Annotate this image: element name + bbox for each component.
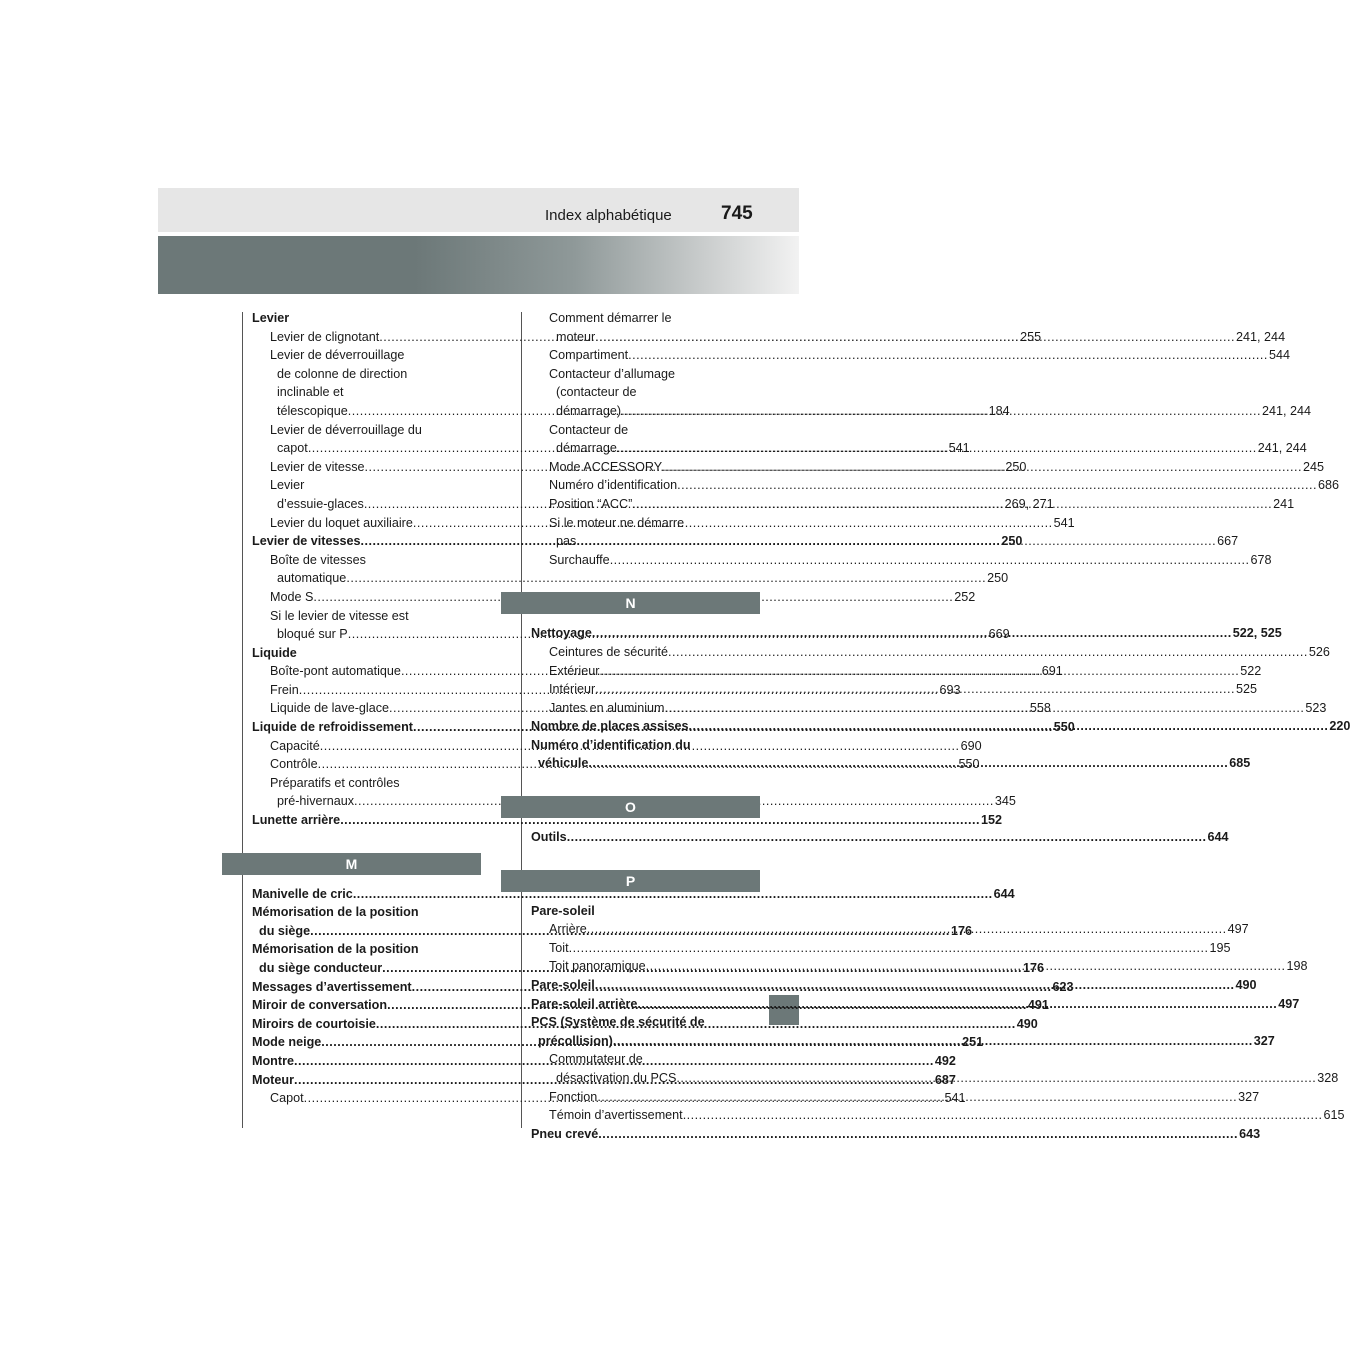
index-entry-term: télescopique: [277, 403, 348, 418]
index-entry-page: 241: [1273, 496, 1295, 511]
index-entry-term: Numéro d’identification du: [531, 737, 691, 752]
leader-dots: [592, 624, 1232, 643]
leader-dots: [617, 439, 1257, 458]
index-entry-page: 184: [988, 403, 1010, 418]
index-entry-term: de colonne de direction: [277, 366, 408, 381]
index-entry-term: Si le moteur ne démarre: [549, 515, 685, 530]
index-entry-page: 678: [1250, 552, 1272, 567]
index-entry-page: 491: [1027, 998, 1049, 1013]
index-entry-term: capot: [277, 441, 308, 456]
index-entry-term: Levier de vitesses: [252, 534, 361, 549]
leader-dots: [646, 957, 1286, 976]
index-entry-term: Fonction: [549, 1089, 598, 1104]
index-entry-term: Pare-soleil arrière: [531, 996, 638, 1011]
index-entry-page: 541: [1053, 515, 1075, 530]
index-entry-term: Si le levier de vitesse est: [270, 608, 409, 623]
index-entry: [531, 939, 1231, 958]
index-entry-page: 522: [1240, 663, 1262, 678]
index-entry: [531, 476, 1339, 495]
index-entry-page: 327: [1238, 1089, 1260, 1104]
index-entry-term: Miroirs de courtoisie: [252, 1016, 376, 1031]
leader-dots: [662, 458, 1302, 477]
index-entry: [531, 1106, 1345, 1125]
index-entry-page: 541: [944, 1091, 966, 1106]
index-entry-page: 685: [1229, 756, 1251, 771]
index-entry-page: 615: [1323, 1108, 1345, 1123]
leader-dots: [621, 402, 1261, 421]
index-entry-page: 544: [1268, 348, 1290, 363]
index-entry: [252, 903, 471, 922]
index-entry-page: 686: [1317, 478, 1339, 493]
index-entry-term: Compartiment: [549, 348, 629, 363]
index-entry-page: 241, 244: [1236, 329, 1286, 344]
index-entry: [252, 607, 471, 626]
leader-dots: [683, 1106, 1323, 1125]
leader-dots: [610, 551, 1250, 570]
index-entry: [531, 736, 750, 755]
leader-dots: [569, 939, 1209, 958]
index-entry-term: Surchauffe: [549, 552, 610, 567]
index-entry-term: pré-hivernaux: [277, 794, 355, 809]
index-entry-term: Nettoyage: [531, 626, 592, 641]
page-header-bar: [158, 188, 799, 232]
index-entry-term: Comment démarrer le: [549, 311, 672, 325]
leader-dots: [613, 1032, 1253, 1051]
index-entry-term: précollision): [538, 1033, 613, 1048]
index-entry-term: Mémorisation de la position: [252, 905, 419, 920]
index-entry-term: Liquide: [252, 645, 297, 660]
page-number: 745: [721, 203, 753, 224]
leader-dots: [637, 995, 1277, 1014]
index-entry-page: 523: [1305, 700, 1327, 715]
index-entry: [531, 902, 750, 921]
index-entry-term: Levier: [270, 478, 305, 493]
index-entry: [531, 643, 1330, 662]
index-entry-page: 687: [934, 1072, 956, 1087]
index-entry-page: 497: [1278, 996, 1300, 1011]
index-entry: [252, 569, 1009, 588]
index-entry-term: désactivation du PCS: [556, 1071, 677, 1085]
index-entry-term: du siège: [259, 923, 311, 938]
index-entry: [252, 644, 471, 663]
index-entry-page: 522, 525: [1232, 626, 1282, 641]
index-entry-term: Liquide de refroidissement: [252, 720, 413, 735]
index-entry-page: 269, 271: [1004, 496, 1054, 511]
index-entry: [531, 514, 750, 533]
index-entry-page: 541: [948, 441, 970, 456]
index-entry-page: 623: [1052, 979, 1074, 994]
index-entry-term: démarrage: [556, 441, 617, 456]
index-entry-term: Levier de clignotant: [270, 329, 380, 344]
index-entry-term: Mode neige: [252, 1035, 322, 1050]
index-entry-term: d’essuie-glaces: [277, 496, 364, 511]
index-entry-page: 345: [994, 794, 1016, 809]
index-entry: [531, 1013, 750, 1032]
leader-dots: [587, 920, 1227, 939]
index-entry: [531, 828, 1229, 847]
leader-dots: [595, 976, 1235, 995]
index-entry-term: Nombre de places assises: [531, 719, 689, 734]
index-entry-page: 152: [981, 813, 1003, 828]
index-entry-page: 220: [1329, 719, 1350, 734]
section-letter-bar: M: [222, 853, 481, 875]
index-entry-term: Levier de déverrouillage du: [270, 422, 422, 437]
index-entry-page: 490: [1016, 1016, 1038, 1031]
index-entry-term: inclinable et: [277, 385, 344, 400]
index-entry: [252, 940, 471, 959]
index-entry-term: véhicule: [538, 756, 589, 771]
index-entry-page: 693: [939, 682, 961, 697]
header-gradient-band: [158, 236, 799, 294]
index-entry: [531, 346, 1290, 365]
index-entry-page: 643: [1239, 1126, 1261, 1141]
index-entry-term: Levier du loquet auxiliaire: [270, 515, 413, 530]
index-entry-term: Liquide de lave-glace: [270, 701, 390, 716]
leader-dots: [599, 662, 1239, 681]
index-entry-term: Moteur: [252, 1072, 294, 1087]
index-entry-term: Témoin d’avertissement: [549, 1108, 683, 1123]
leader-dots: [665, 699, 1305, 718]
index-entry-term: Outils: [531, 830, 567, 845]
index-entry-term: Position “ACC”: [549, 496, 633, 511]
index-entry-term: Arrière: [549, 922, 587, 937]
index-entry-page: 245: [1303, 459, 1325, 474]
index-entry-term: Manivelle de cric: [252, 886, 353, 901]
index-entry-page: 327: [1253, 1033, 1275, 1048]
index-entry-term: Levier de vitesse: [270, 459, 365, 474]
index-entry-page: 176: [950, 923, 972, 938]
index-entry: [252, 346, 471, 365]
index-entry-term: Frein: [270, 682, 299, 697]
index-entry-page: 250: [987, 571, 1009, 586]
index-entry: [252, 811, 1003, 830]
index-entry-term: Mode S: [270, 589, 314, 604]
index-entry-page: 644: [1207, 830, 1229, 845]
index-entry-page: 497: [1227, 922, 1249, 937]
index-entry: [531, 551, 1272, 570]
index-entry-term: Toit: [549, 940, 569, 955]
index-entry: [531, 1125, 1261, 1144]
index-entry-page: 176: [1023, 961, 1045, 975]
index-entry-term: Capacité: [270, 738, 320, 753]
index-entry: [252, 885, 1015, 904]
index-entry-term: Contrôle: [270, 757, 318, 772]
leader-dots: [595, 680, 1235, 699]
index-entry-page: 558: [1029, 701, 1051, 716]
leader-dots: [567, 828, 1207, 847]
index-entry-term: Levier de déverrouillage: [270, 348, 405, 363]
index-entry-page: 644: [993, 886, 1015, 901]
index-entry-term: moteur: [556, 329, 596, 344]
index-entry-term: Commutateur de: [549, 1052, 643, 1067]
leader-dots: [588, 754, 1228, 773]
index-entry-page: 252: [954, 589, 976, 604]
index-entry-term: Levier: [252, 311, 290, 325]
index-entry-term: Boîte de vitesses: [270, 552, 366, 567]
index-entry-page: 198: [1286, 959, 1308, 974]
index-entry: [531, 383, 750, 402]
index-entry-term: Jantes en aluminium: [549, 700, 665, 715]
index-entry-term: automatique: [277, 571, 347, 586]
index-entry-page: 250: [1005, 459, 1027, 474]
index-entry-page: 691: [1041, 664, 1063, 679]
leader-dots: [576, 532, 1216, 551]
index-entry-term: Extérieur: [549, 663, 600, 678]
index-entry-page: 525: [1236, 682, 1258, 697]
index-entry-term: Capot: [270, 1091, 304, 1106]
index-entry: [252, 792, 1016, 811]
leader-dots: [598, 1125, 1238, 1144]
index-entry-term: Pare-soleil: [531, 903, 595, 918]
index-entry-term: pas: [556, 534, 577, 549]
index-entry-term: Miroir de conversation: [252, 998, 388, 1013]
index-entry-term: Numéro d’identification: [549, 478, 678, 493]
index-entry-page: 251: [962, 1035, 984, 1050]
leader-dots: [677, 476, 1317, 495]
leader-dots: [689, 717, 1329, 736]
index-entry-page: 195: [1209, 940, 1231, 955]
index-entry-term: Ceintures de sécurité: [549, 644, 669, 659]
index-entry-page: 328: [1317, 1071, 1339, 1085]
section-letter-bar: P: [501, 870, 760, 892]
index-entry-page: 250: [1001, 534, 1023, 549]
index-entry-term: Mémorisation de la position: [252, 942, 419, 957]
index-entry-page: 690: [960, 738, 982, 753]
index-entry: [252, 588, 976, 607]
index-entry-page: 669: [988, 627, 1010, 642]
index-entry: [252, 309, 471, 328]
index-entry: [252, 365, 471, 384]
index-entry-term: Pneu crevé: [531, 1126, 599, 1141]
index-entry-term: Préparatifs et contrôles: [270, 775, 400, 790]
leader-dots: [632, 495, 1272, 514]
leader-dots: [676, 1069, 1316, 1088]
index-entry-term: Contacteur de: [549, 422, 629, 437]
leader-dots: [595, 328, 1235, 347]
index-entry: [531, 421, 750, 440]
section-letter-bar: N: [501, 592, 760, 614]
leader-dots: [597, 1088, 1237, 1107]
leader-dots: [668, 643, 1308, 662]
index-entry-term: Montre: [252, 1053, 294, 1068]
left-column-rule: [242, 312, 243, 1128]
index-entry-term: Pare-soleil: [531, 978, 595, 993]
index-entry-term: (contacteur de: [556, 385, 637, 400]
index-entry-term: Toit panoramique: [549, 959, 646, 974]
index-entry: [252, 383, 471, 402]
index-entry-page: 490: [1235, 978, 1257, 993]
index-entry-page: 255: [1020, 329, 1042, 344]
index-entry: [531, 365, 750, 384]
index-entry-page: 241, 244: [1261, 403, 1311, 418]
index-entry-page: 550: [1053, 720, 1075, 735]
index-entry: [252, 476, 471, 495]
index-entry-term: Contacteur d’allumage: [549, 366, 676, 381]
index-entry-term: PCS (Système de sécurité de: [531, 1015, 705, 1030]
index-entry-term: du siège conducteur: [259, 961, 383, 975]
index-entry-term: démarrage): [556, 403, 622, 418]
index-entry-term: bloqué sur P: [277, 627, 348, 642]
index-entry: [531, 1050, 750, 1069]
index-entry: [252, 421, 471, 440]
index-entry-term: Intérieur: [549, 682, 596, 697]
index-entry-term: Mode ACCESSORY: [549, 459, 663, 474]
index-entry: [252, 774, 471, 793]
index-entry-term: Lunette arrière: [252, 813, 341, 828]
index-entry-page: 550: [958, 757, 980, 772]
index-entry-term: Messages d’avertissement: [252, 979, 412, 994]
page-section-title: Index alphabétique: [545, 207, 672, 224]
index-entry-term: Boîte-pont automatique: [270, 664, 401, 679]
index-entry-page: 492: [934, 1053, 956, 1068]
index-entry-page: 526: [1308, 644, 1330, 659]
index-entry: [531, 309, 750, 328]
leader-dots: [628, 346, 1268, 365]
index-entry-page: 667: [1217, 534, 1239, 549]
index-entry: [252, 551, 471, 570]
index-entry-page: 241, 244: [1257, 441, 1307, 456]
section-letter-bar: O: [501, 796, 760, 818]
